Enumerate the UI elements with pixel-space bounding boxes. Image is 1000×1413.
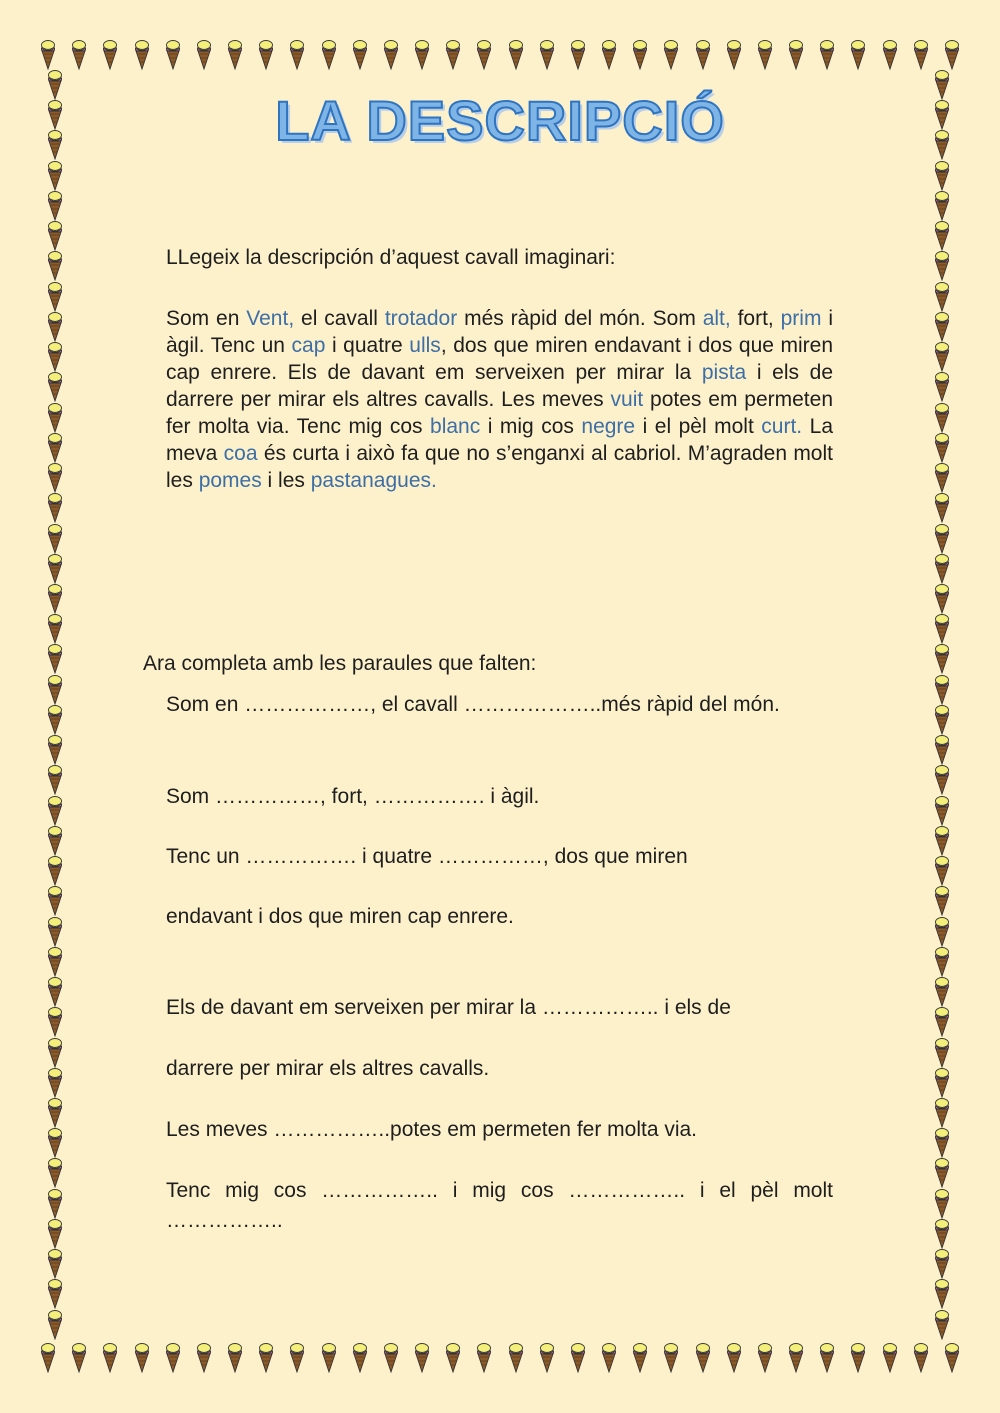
story-keyword: curt.: [761, 415, 803, 438]
ice-cream-cone-icon: [134, 1343, 150, 1373]
ice-cream-cone-icon: [570, 1343, 586, 1373]
ice-cream-cone-icon: [934, 372, 950, 402]
story-keyword: ulls: [409, 334, 441, 357]
ice-cream-cone-icon: [934, 191, 950, 221]
story-keyword: vuit: [610, 388, 644, 411]
ice-cream-cone-icon: [508, 1343, 524, 1373]
ice-cream-cone-icon: [47, 524, 63, 554]
ice-cream-cone-icon: [47, 796, 63, 826]
ice-cream-cone-icon: [47, 1007, 63, 1037]
ice-cream-cone-icon: [47, 403, 63, 433]
ice-cream-cone-icon: [934, 524, 950, 554]
ice-cream-cone-icon: [726, 1343, 742, 1373]
ice-cream-cone-icon: [934, 161, 950, 191]
border-top: [40, 40, 960, 72]
story-text: i el pèl molt: [635, 415, 762, 438]
ice-cream-cone-icon: [258, 40, 274, 70]
ice-cream-cone-icon: [40, 40, 56, 70]
ice-cream-cone-icon: [47, 1189, 63, 1219]
ice-cream-cone-icon: [882, 40, 898, 70]
story-text: potes em permeten fer molta via. Tenc mig cos: [166, 388, 834, 438]
ice-cream-cone-icon: [47, 342, 63, 372]
ice-cream-cone-icon: [934, 1068, 950, 1098]
ice-cream-cone-icon: [476, 40, 492, 70]
ice-cream-cone-icon: [934, 584, 950, 614]
ice-cream-cone-icon: [47, 282, 63, 312]
exercise-sentence-6: Tenc mig cos …………….. i mig cos …………….. i el pèl molt ……………..: [166, 1179, 833, 1232]
ice-cream-cone-icon: [819, 40, 835, 70]
ice-cream-cone-icon: [165, 1343, 181, 1373]
ice-cream-cone-icon: [934, 463, 950, 493]
ice-cream-cone-icon: [570, 40, 586, 70]
story-text: el cavall: [294, 307, 385, 330]
ice-cream-cone-icon: [47, 312, 63, 342]
ice-cream-cone-icon: [934, 1038, 950, 1068]
border-left: [42, 70, 68, 1340]
ice-cream-cone-icon: [695, 40, 711, 70]
ice-cream-cone-icon: [47, 735, 63, 765]
story-text: Som en: [166, 307, 247, 330]
ice-cream-cone-icon: [47, 1098, 63, 1128]
story-keyword: blanc: [430, 415, 481, 438]
ice-cream-cone-icon: [352, 40, 368, 70]
ice-cream-cone-icon: [289, 40, 305, 70]
story-text: i les: [261, 469, 311, 492]
ice-cream-cone-icon: [934, 705, 950, 735]
exercise-sentence-4-cont: darrere per mirar els altres cavalls.: [166, 1057, 490, 1080]
ice-cream-cone-icon: [47, 977, 63, 1007]
ice-cream-cone-icon: [102, 1343, 118, 1373]
ice-cream-cone-icon: [850, 40, 866, 70]
ice-cream-cone-icon: [934, 1279, 950, 1309]
exercise-sentence-3: Tenc un ……………. i quatre ……………, dos que miren: [166, 845, 688, 868]
ice-cream-cone-icon: [934, 675, 950, 705]
ice-cream-cone-icon: [414, 40, 430, 70]
ice-cream-cone-icon: [47, 251, 63, 281]
ice-cream-cone-icon: [934, 1249, 950, 1279]
ice-cream-cone-icon: [757, 40, 773, 70]
ice-cream-cone-icon: [414, 1343, 430, 1373]
ice-cream-cone-icon: [196, 40, 212, 70]
ice-cream-cone-icon: [47, 1128, 63, 1158]
story-text: La meva: [166, 415, 833, 465]
ice-cream-cone-icon: [934, 644, 950, 674]
ice-cream-cone-icon: [47, 1068, 63, 1098]
ice-cream-cone-icon: [934, 796, 950, 826]
ice-cream-cone-icon: [289, 1343, 305, 1373]
ice-cream-cone-icon: [71, 40, 87, 70]
story-text: fort,: [730, 307, 781, 330]
ice-cream-cone-icon: [47, 554, 63, 584]
ice-cream-cone-icon: [445, 1343, 461, 1373]
ice-cream-cone-icon: [934, 947, 950, 977]
ice-cream-cone-icon: [934, 765, 950, 795]
ice-cream-cone-icon: [934, 1098, 950, 1128]
ice-cream-cone-icon: [47, 644, 63, 674]
story-text: i els de darrere per mirar els altres cavalls. Les meves: [166, 361, 833, 411]
ice-cream-cone-icon: [934, 1158, 950, 1188]
ice-cream-cone-icon: [383, 1343, 399, 1373]
ice-cream-cone-icon: [258, 1343, 274, 1373]
ice-cream-cone-icon: [788, 40, 804, 70]
story-keyword: cap: [291, 334, 326, 357]
ice-cream-cone-icon: [47, 221, 63, 251]
story-keyword: prim: [780, 307, 822, 330]
ice-cream-cone-icon: [445, 40, 461, 70]
ice-cream-cone-icon: [788, 1343, 804, 1373]
ice-cream-cone-icon: [47, 584, 63, 614]
story-keyword: negre: [581, 415, 636, 438]
ice-cream-cone-icon: [352, 1343, 368, 1373]
ice-cream-cone-icon: [47, 433, 63, 463]
ice-cream-cone-icon: [601, 1343, 617, 1373]
ice-cream-cone-icon: [47, 826, 63, 856]
ice-cream-cone-icon: [934, 342, 950, 372]
ice-cream-cone-icon: [726, 40, 742, 70]
ice-cream-cone-icon: [663, 40, 679, 70]
ice-cream-cone-icon: [47, 765, 63, 795]
story-text: , dos que miren endavant i dos que miren cap enrere. Els de davant em serveixen per mirar la: [166, 334, 833, 384]
ice-cream-cone-icon: [934, 886, 950, 916]
ice-cream-cone-icon: [934, 554, 950, 584]
ice-cream-cone-icon: [321, 1343, 337, 1373]
ice-cream-cone-icon: [934, 977, 950, 1007]
story-keyword: alt,: [702, 307, 731, 330]
ice-cream-cone-icon: [47, 614, 63, 644]
ice-cream-cone-icon: [47, 1279, 63, 1309]
ice-cream-cone-icon: [47, 1038, 63, 1068]
story-keyword: pista: [701, 361, 747, 384]
intro-text: LLegeix la descripción d’aquest cavall imaginari:: [166, 246, 616, 269]
story-keyword: pastanagues.: [310, 469, 437, 492]
ice-cream-cone-icon: [539, 40, 555, 70]
ice-cream-cone-icon: [913, 1343, 929, 1373]
ice-cream-cone-icon: [321, 40, 337, 70]
exercise-sentence-5: Les meves ……………..potes em permeten fer molta via.: [166, 1118, 698, 1141]
ice-cream-cone-icon: [47, 675, 63, 705]
ice-cream-cone-icon: [47, 886, 63, 916]
story-text: i quatre: [325, 334, 410, 357]
ice-cream-cone-icon: [934, 735, 950, 765]
ice-cream-cone-icon: [934, 1219, 950, 1249]
ice-cream-cone-icon: [539, 1343, 555, 1373]
ice-cream-cone-icon: [934, 826, 950, 856]
ice-cream-cone-icon: [695, 1343, 711, 1373]
ice-cream-cone-icon: [102, 40, 118, 70]
ice-cream-cone-icon: [134, 40, 150, 70]
story-text: i mig cos: [480, 415, 582, 438]
story-keyword: trotador: [384, 307, 458, 330]
ice-cream-cone-icon: [934, 917, 950, 947]
ice-cream-cone-icon: [71, 1343, 87, 1373]
ice-cream-cone-icon: [47, 1310, 63, 1340]
ice-cream-cone-icon: [383, 40, 399, 70]
exercise-sentence-2: Som ……………, fort, ……………. i àgil.: [166, 785, 540, 808]
ice-cream-cone-icon: [819, 1343, 835, 1373]
ice-cream-cone-icon: [934, 312, 950, 342]
exercise-sentence-1: Som en ………………, el cavall ………………..més ràpid del món.: [166, 693, 780, 716]
story-text: i àgil. Tenc un: [166, 307, 834, 357]
ice-cream-cone-icon: [47, 705, 63, 735]
ice-cream-cone-icon: [601, 40, 617, 70]
ice-cream-cone-icon: [47, 917, 63, 947]
ice-cream-cone-icon: [47, 493, 63, 523]
border-bottom: [40, 1343, 960, 1375]
ice-cream-cone-icon: [913, 40, 929, 70]
ice-cream-cone-icon: [934, 403, 950, 433]
ice-cream-cone-icon: [47, 1249, 63, 1279]
ice-cream-cone-icon: [632, 40, 648, 70]
story-keyword: Vent,: [246, 307, 295, 330]
ice-cream-cone-icon: [934, 221, 950, 251]
ice-cream-cone-icon: [934, 614, 950, 644]
border-right: [929, 70, 955, 1340]
ice-cream-cone-icon: [47, 372, 63, 402]
ice-cream-cone-icon: [508, 40, 524, 70]
ice-cream-cone-icon: [227, 40, 243, 70]
story-paragraph: [166, 305, 833, 494]
ice-cream-cone-icon: [47, 947, 63, 977]
exercise-sentence-3-cont: endavant i dos que miren cap enrere.: [166, 905, 514, 928]
ice-cream-cone-icon: [196, 1343, 212, 1373]
ice-cream-cone-icon: [934, 1007, 950, 1037]
ice-cream-cone-icon: [47, 191, 63, 221]
ice-cream-cone-icon: [165, 40, 181, 70]
ice-cream-cone-icon: [934, 493, 950, 523]
page-title: LA DESCRIPCIÓ: [275, 89, 725, 152]
ice-cream-cone-icon: [934, 1128, 950, 1158]
ice-cream-cone-icon: [47, 1158, 63, 1188]
ice-cream-cone-icon: [47, 1219, 63, 1249]
ice-cream-cone-icon: [663, 1343, 679, 1373]
ice-cream-cone-icon: [934, 1189, 950, 1219]
ice-cream-cone-icon: [934, 433, 950, 463]
ice-cream-cone-icon: [632, 1343, 648, 1373]
ice-cream-cone-icon: [476, 1343, 492, 1373]
story-text: és curta i això fa que no s’enganxi al cabriol. M’agraden molt les: [166, 442, 833, 492]
ice-cream-cone-icon: [882, 1343, 898, 1373]
ice-cream-cone-icon: [934, 1310, 950, 1340]
story-text: més ràpid del món. Som: [457, 307, 703, 330]
ice-cream-cone-icon: [944, 40, 960, 70]
ice-cream-cone-icon: [944, 1343, 960, 1373]
story-keyword: coa: [223, 442, 258, 465]
instruction-text: Ara completa amb les paraules que falten:: [143, 652, 537, 675]
ice-cream-cone-icon: [934, 856, 950, 886]
ice-cream-cone-icon: [40, 1343, 56, 1373]
ice-cream-cone-icon: [757, 1343, 773, 1373]
story-keyword: pomes: [198, 469, 262, 492]
ice-cream-cone-icon: [47, 463, 63, 493]
ice-cream-cone-icon: [227, 1343, 243, 1373]
exercise-sentence-4: Els de davant em serveixen per mirar la …………….. i els de: [166, 996, 731, 1019]
ice-cream-cone-icon: [47, 856, 63, 886]
ice-cream-cone-icon: [934, 251, 950, 281]
ice-cream-cone-icon: [934, 282, 950, 312]
ice-cream-cone-icon: [47, 161, 63, 191]
ice-cream-cone-icon: [850, 1343, 866, 1373]
